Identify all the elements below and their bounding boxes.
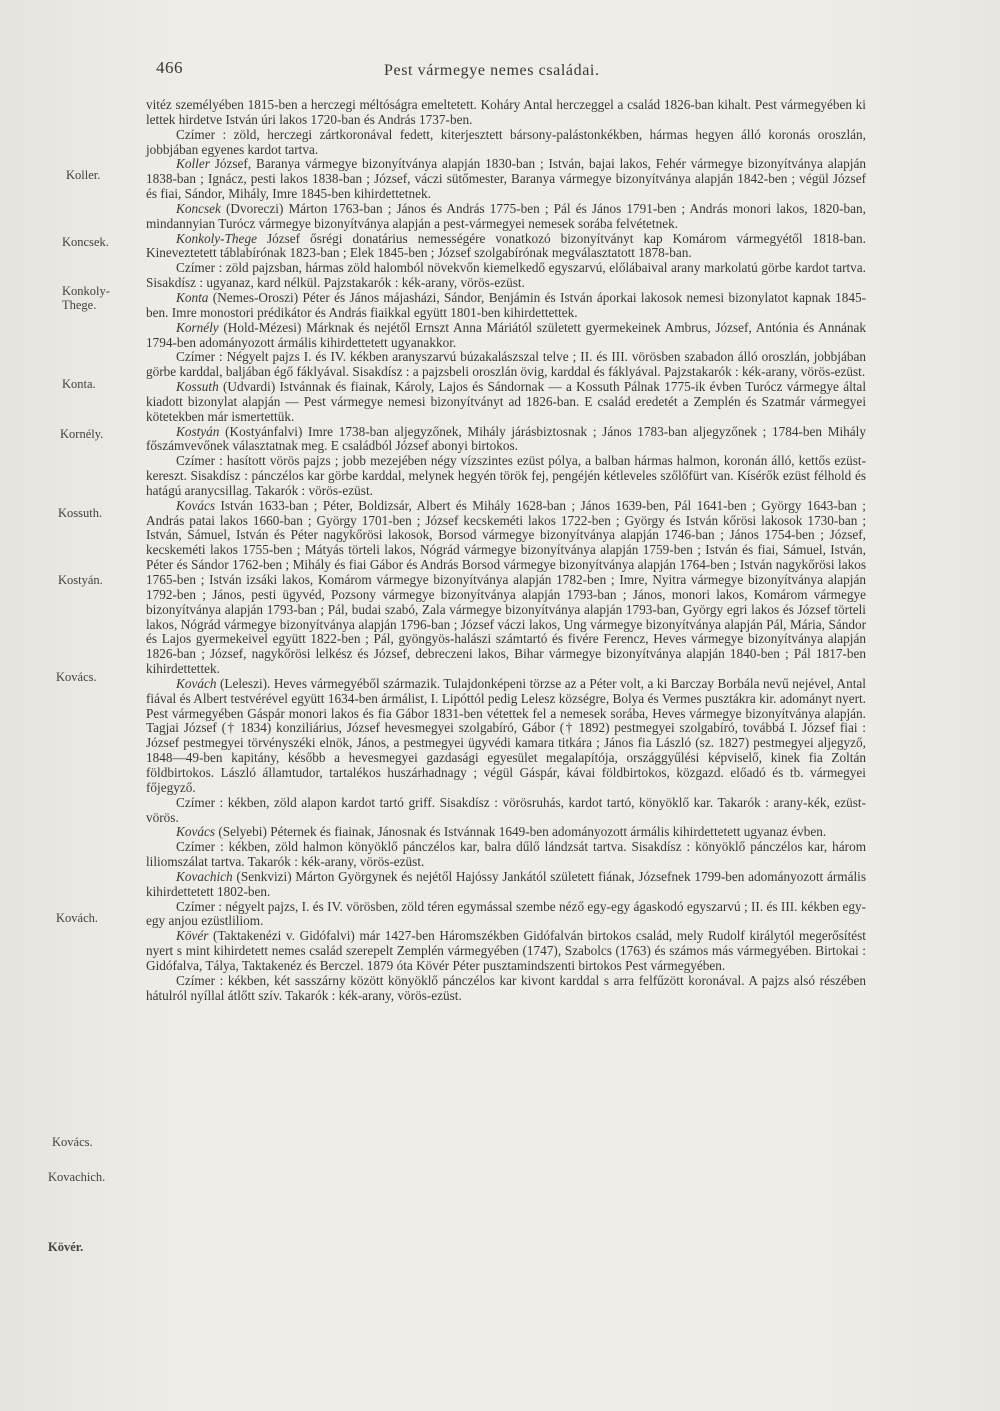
family-name: Konta (176, 289, 209, 305)
side-heading-kover: Kövér. (48, 1240, 84, 1254)
side-heading-kovacs: Kovács. (56, 670, 97, 684)
family-name: Kövér (176, 928, 209, 944)
family-name: Kovács (176, 824, 216, 840)
paragraph (146, 796, 866, 826)
paragraph-text: (Dvoreczi) Márton 1763-ban ; János és András 1775-ben ; Pál és János 1791-ben ; András monori lakos, 1820-ban, mindannyian Turócz vármegye bizonyítványa alapján a pest-vármegyei nemesek sorába felvétetnek. (146, 200, 866, 231)
side-heading-kostyan: Kostyán. (58, 573, 103, 587)
side-heading-kovacs-selyebi: Kovács. (52, 1135, 93, 1149)
paragraph (146, 454, 866, 499)
side-heading-kovach: Kovách. (56, 911, 98, 925)
family-name: Kossuth (176, 379, 219, 395)
paragraph (146, 157, 866, 202)
body-text (146, 98, 866, 1003)
paragraph (146, 291, 866, 321)
family-name: Kostyán (176, 423, 220, 439)
paragraph (146, 677, 866, 796)
side-heading-koncsek: Koncsek. (62, 235, 109, 249)
paragraph-text: Czímer : kékben, zöld halmon könyöklő pánczélos kar, balra dűlő lándzsát tartva. Sisakdísz : könyöklő pánczélos kar, három liliomszálat tartva. Takarók : kék-arany, vörös-ezüst. (146, 839, 866, 870)
paragraph-text: (Taktakenézi v. Gidófalvi) már 1427-ben Háromszékben Gidófalván birtokos család, mely Rudolf királytól megerősítést nyert s mint kihirdetett nemes család szerepelt Zemplén vármegyében (1747), Szabolcs (1763) és számos más vármegyében. Birtokai : Gidófalva, Tálya, Taktakenéz és Berczel. 1879 óta Kövér Péter pusztamindszenti birtokos Pest vármegyében. (146, 928, 866, 973)
paragraph (146, 825, 866, 840)
paragraph (146, 202, 866, 232)
side-heading-koller: Koller. (66, 168, 101, 182)
paragraph (146, 350, 866, 380)
paragraph-text: Czímer : zöld pajzsban, hármas zöld halomból növekvőn kiemelkedő egyszarvú, előlábaival arany markolatú görbe kardot tartva. Sisakdísz : ugyanaz, kard nélkül. Pajzstakarók : kék-arany, vörös-ezüst. (146, 260, 866, 291)
paragraph-text: István 1633-ban ; Péter, Boldizsár, Albert és Mihály 1628-ban ; János 1639-ben, Pál 1641-ben ; György 1643-ban ; András patai lakos 1660-ban ; György 1701-ben ; József kecskeméti lakos 1722-ben ; György és István kőrösi lakosok 1730-ban ; István, Sámuel, István és Péter nagykőrösi lakosok, Borsod vármegye bizonyítványa alapján 1746-ban ; János 1754-ben ; József, kecskeméti lakos 1755-ben ; Mátyás törteli lakos, Nógrád vármegye bizonyítványa alapján 1759-ben ; István és fiai, Sámuel, István, Péter és Sándor 1762-ben ; Mihály és fiai Gábor és András Borsod vármegye bizonyítványa alapján 1764-ben ; István nagykőrösi lakos 1765-ben ; István izsáki lakos, Komárom vármegye bizonyítványa alapján 1782-ben ; Imre, Nyitra vármegye bizonyítványa alapján 1792-ben ; János, pesti ügyvéd, Pozsony vármegye bizonyítványa alapján 1793-ban ; János, monori lakos, Komárom vármegye bizonyítványa alapján 1793-ban ; Pál, budai szabó, Zala vármegye bizonyítványa alapján 1793-ban, György egri lakos és József törteli lakos, Nógrád vármegye bizonyítványa alapján 1796-ban ; József váczi lakos, Ung vármegye bizonyítványa alapján Pál, Mária, Sándor és Lajos gyermekeivel együtt 1822-ben ; Pál, gyöngyös-halászi számtartó és fivére Ferencz, Heves vármegye bizonyítványa alapján 1826-ban ; József, nagykőrösi lelkész és József, debreczeni lakos, Bihar vármegye bizonyítványa alapján 1840-ben ; Pál 1817-ben kihirdettettek. (146, 497, 866, 677)
paragraph-text: (Hold-Mézesi) Márknak és nejétől Ernszt Anna Máriától született gyermekeinek Ambrus, József, Antónia és Annának 1794-ben adományozott ármális kihirdettetett ugyanakkor. (146, 319, 866, 350)
family-name: Koller (176, 156, 210, 172)
paragraph (146, 128, 866, 158)
paragraph (146, 929, 866, 974)
paragraph (146, 380, 866, 425)
paragraph-text: (Kostyánfalvi) Imre 1738-ban aljegyzőnek, Mihály járásbiztosnak ; János 1783-ban aljegyzőnek ; 1784-ben Mihály főszámvevőnek választatnak meg. E családból József abonyi birtokos. (146, 423, 866, 454)
family-name: Koncsek (176, 200, 221, 216)
paragraph (146, 499, 866, 677)
paragraph-text: Czímer : hasított vörös pajzs ; jobb mezejében négy vízszintes ezüst pólya, a balban hármas halmon, koronán álló, kettős ezüst-kereszt. Sisakdísz : pánczélos kar görbe karddal, melynek hegyén török fej, pengéjén kétleveles szőlőfürt van. Kísérők ezüst félhold és hatágú aranycsillag. Takarók : vörös-ezüst. (146, 453, 866, 498)
paragraph (146, 974, 866, 1004)
family-name: Konkoly-Thege (176, 230, 257, 246)
paragraph (146, 98, 866, 128)
page-number: 466 (156, 58, 183, 77)
paragraph (146, 321, 866, 351)
side-heading-kovachich: Kovachich. (48, 1170, 106, 1184)
paragraph-text: (Leleszi). Heves vármegyéből származik. Tulajdonképeni törzse az a Péter volt, a ki Barczay Borbála nevű nejével, Antal fiával és Albert testvérével együtt 1634-ben ármálist, I. Lipóttól pedig Lelesz községre, Bolya és Vermes pusztákra kir. adományt nyert. Pest vármegyében Gáspár monori lakos és fia Gábor 1831-ben vétettek fel a nemesek sorába, Heves vármegye bizonyítványa alapján. Tagjai József († 1834) konziliárius, József hevesmegyei szolgabíró, Gábor († 1892) pestmegyei szolgabíró, továbbá I. József fiai : József pestmegyei törvényszéki elnök, János, a pestmegyei ügyvédi kamara titkára ; János fia László (sz. 1827) pestmegyei aljegyző, 1848—49-ben kapitány, később a hevesmegyei gazdasági egyesület megalapítója, országgyűlési képviselő, kinek fia Zoltán földbirtokos. László államtudor, tartalékos huszárhadnagy ; végül Gáspár, kávai földbirtokos, közgazd. előadó és tb. vármegyei főjegyző. (146, 675, 866, 795)
paragraph (146, 425, 866, 455)
side-heading-kornely: Kornély. (60, 427, 104, 441)
paragraph-text: (Udvardi) Istvánnak és fiainak, Károly, Lajos és Sándornak — a Kossuth Pálnak 1775-ik évben Turócz vármegye által kiadott bizonylat alapján — Pest vármegye nemesi bizonyítványt ad 1826-ban. E család eredetét a Zemplén és Szatmár vármegyei kötetekben már ismertettük. (146, 379, 866, 424)
paragraph-text: vitéz személyében 1815-ben a herczegi méltóságra emeltetett. Koháry Antal herczeggel a család 1826-ban kihalt. Pest vármegyében ki lettek hirdetve István úri lakos 1720-ban és András 1737-ben. (146, 97, 866, 127)
paragraph-text: Czímer : zöld, herczegi zártkoronával fedett, kiterjesztett bársony-palástonkékben, hármas hegyen álló koronás oroszlán, jobbjában egyenes kardot tartva. (146, 126, 866, 157)
paragraph-text: József, Baranya vármegye bizonyítványa alapján 1830-ban ; István, bajai lakos, Fehér vármegye bizonyítványa alapján 1838-ban ; Ignácz, pesti lakos 1838-ban ; József, váczi sütőmester, Baranya vármegye bizonyítványa alapján 1842-ben ; végül József és fiai, Sándor, Mihály, Imre 1845-ben kihirdettetnek. (146, 156, 866, 202)
page-header (0, 58, 1000, 88)
paragraph-text: (Nemes-Oroszi) Péter és János májasházi, Sándor, Benjámin és István áporkai lakosok nemesi bizonylatot kapnak 1845-ben. Imre monostori prédikátor és András fiaikkal együtt 1801-ben kihirdettettek. (146, 289, 866, 320)
paragraph-text: Czímer : kékben, két sasszárny között könyöklő pánczélos kar kivont karddal s arra felfűzött koronával. A pajzs alsó részében hátulról nyíllal átlőtt szív. Takarók : kék-arany, vörös-ezüst. (146, 972, 866, 1003)
paragraph (146, 232, 866, 262)
side-heading-konkoly-thege: Konkoly-Thege. (62, 284, 110, 312)
paragraph-text: József ősrégi donatárius nemességére vonatkozó bizonyítványt kap Komárom vármegyétől 1818-ban. Kineveztetett táblabírónak 1823-ban ; Elek 1845-ben ; József szolgabírónak megválasztatott 1878-ban. (146, 230, 866, 261)
paragraph (146, 261, 866, 291)
paragraph (146, 840, 866, 870)
paragraph-text: (Senkvizi) Márton Györgynek és nejétől Hajóssy Jankától született fiának, Józsefnek 1799-ben adományozott ármális kihirdettetett 1802-ben. (146, 868, 866, 899)
side-heading-konta: Konta. (62, 377, 96, 391)
family-name: Kornély (176, 319, 219, 335)
paragraph-text: (Selyebi) Péternek és fiainak, Jánosnak és Istvánnak 1649-ben adományozott ármális kihirdettetett ugyanaz évben. (215, 824, 827, 840)
side-heading-kossuth: Kossuth. (58, 506, 103, 520)
paragraph-text: Czímer : Négyelt pajzs I. és IV. kékben aranyszarvú búzakalászszal telve ; II. és III. vörösben szabadon álló oroszlán, jobbjában görbe karddal, baljában égő fáklyával. Sisakdísz : a pajzsbeli oroszlán övig, karddal és fáklyával. Pajzstakarók : kék-arany, vörös-ezüst. (146, 349, 866, 380)
family-name: Kovács (176, 497, 216, 513)
paragraph (146, 870, 866, 900)
running-title: Pest vármegye nemes családai. (384, 62, 600, 79)
family-name: Kovách (176, 675, 217, 691)
paragraph-text: Czímer : kékben, zöld alapon kardot tartó griff. Sisakdísz : vörösruhás, kardot tartó, könyöklő kar. Takarók : arany-kék, ezüst-vörös. (146, 794, 866, 825)
family-name: Kovachich (176, 868, 233, 884)
paragraph-text: Czímer : négyelt pajzs, I. és IV. vörösben, zöld téren egymással szembe néző egy-egy ágaskodó egyszarvú ; II. és III. kékben egy-egy anjou ezüstliliom. (146, 898, 866, 929)
paragraph (146, 900, 866, 930)
